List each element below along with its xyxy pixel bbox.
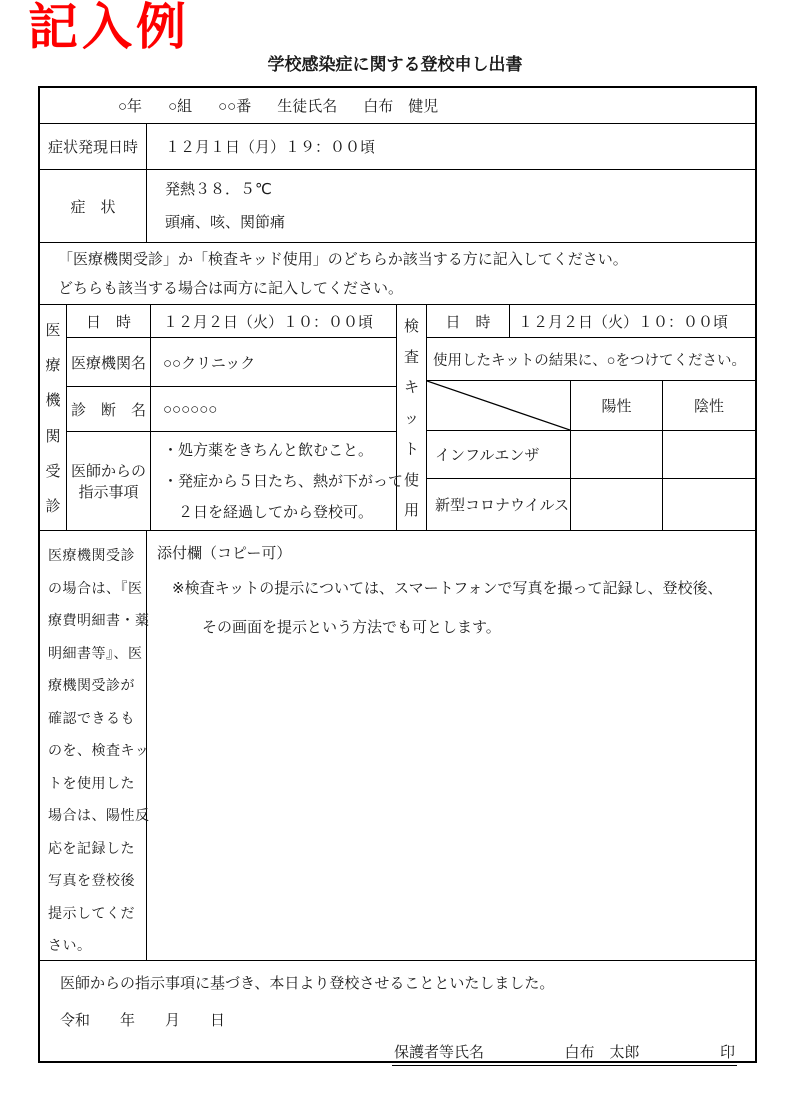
attachment-area xyxy=(147,531,755,960)
kit-result-row-covid xyxy=(427,479,755,530)
kit-instruction-text: 使用したキットの結果に、○をつけてください。 xyxy=(433,352,746,369)
vertical-char: 療 xyxy=(45,357,61,375)
kit-instruction-row xyxy=(427,338,755,381)
symptoms-value xyxy=(147,170,755,242)
kit-column-positive: 陽性 xyxy=(571,381,663,430)
student-name-value: 白布 健児 xyxy=(363,98,439,115)
symptoms-label: 症 状 xyxy=(40,170,147,242)
kit-result-cell-influenza-positive xyxy=(571,431,663,478)
side-note-line: 療費明細書・薬 xyxy=(48,612,150,628)
side-note-line: 写真を登校後 xyxy=(48,872,135,888)
medical-datetime-text: １２月２日（火）１０：００頃 xyxy=(163,313,374,331)
doctor-instructions-label-line: 医師からの xyxy=(70,463,146,480)
medical-facility-value xyxy=(151,338,396,386)
doctor-instructions-label-line: 指示事項 xyxy=(78,484,139,501)
notice-line: どちらも該当する場合は両方に記入してください。 xyxy=(58,279,404,297)
side-note-line: 応を記録した xyxy=(48,839,135,856)
side-note-line: 医療機関受診 xyxy=(48,547,135,563)
symptom-line: 発熱３８．５℃ xyxy=(165,181,272,198)
student-row xyxy=(40,88,755,124)
medical-facility-row xyxy=(67,338,396,387)
side-note-line: 提示してくだ xyxy=(48,904,135,921)
side-note-line: 確認できるも xyxy=(48,709,135,726)
student-line xyxy=(40,95,438,116)
test-kit-vertical-label xyxy=(397,305,427,530)
medical-diagnosis-text: ○○○○○○ xyxy=(163,400,218,418)
medical-diagnosis-row xyxy=(67,387,396,432)
vertical-char: 検 xyxy=(403,317,419,335)
medical-datetime-row xyxy=(67,305,396,338)
attachment-section xyxy=(40,531,755,961)
side-note-line: さい。 xyxy=(48,937,92,953)
kit-datetime-text: １２月２日（火）１０：００頃 xyxy=(518,313,729,331)
doctor-instruction-line: ２日を経過してから登校可。 xyxy=(163,503,374,521)
document-title: 学校感染症に関する登校申し出書 xyxy=(267,55,523,74)
vertical-char: 受 xyxy=(45,462,61,480)
student-year-field: ○年 xyxy=(118,98,143,115)
kit-table-corner-cell xyxy=(427,381,571,430)
kit-row-label-influenza: インフルエンザ xyxy=(427,431,571,478)
guardian-signature-underline xyxy=(392,1041,737,1066)
symptom-onset-label: 症状発現日時 xyxy=(40,124,147,169)
vertical-char: 査 xyxy=(403,348,419,366)
notice-line: 「医療機関受診」か「検査キッド使用」のどちらか該当する方に記入してください。 xyxy=(58,250,628,268)
kit-result-row-influenza xyxy=(427,431,755,479)
side-note-line: 療機関受診が xyxy=(48,677,135,693)
symptom-onset-datetime: １２月１日（月）１９：００頃 xyxy=(165,139,376,156)
doctor-instructions-label xyxy=(67,432,151,530)
attachment-note-line: その画面を提示という方法でも可とします。 xyxy=(157,619,501,636)
kit-result-cell-influenza-negative xyxy=(663,431,755,478)
vertical-char: キ xyxy=(403,379,419,397)
attachment-title: 添付欄（コピー可） xyxy=(157,545,292,562)
doctor-instructions-value xyxy=(151,432,403,530)
attendance-form-table xyxy=(38,86,757,1063)
student-name-label: 生徒氏名 xyxy=(277,98,338,115)
declaration-statement: 医師からの指示事項に基づき、本日より登校させることといたしました。 xyxy=(60,975,555,992)
kit-result-cell-covid-positive xyxy=(571,479,663,530)
kit-row-label-covid: 新型コロナウイルス xyxy=(427,479,571,530)
symptom-onset-row xyxy=(40,124,755,170)
diagonal-line xyxy=(427,381,570,430)
side-note-line: 明細書等』、医 xyxy=(48,644,143,661)
side-note-line: の場合は、『医 xyxy=(48,579,143,596)
symptom-onset-value xyxy=(147,124,755,169)
vertical-char: 機 xyxy=(45,392,61,410)
guardian-name-label: 保護者等氏名 xyxy=(394,1044,485,1061)
medical-visit-grid xyxy=(67,305,404,530)
medical-facility-text: ○○クリニック xyxy=(163,354,256,372)
kit-result-header-row xyxy=(427,381,755,431)
vertical-char: ッ xyxy=(403,410,419,427)
symptom-line: 頭痛、咳、関節痛 xyxy=(165,214,286,231)
kit-column-negative: 陰性 xyxy=(693,398,724,415)
medical-kit-section xyxy=(40,305,755,531)
medical-diagnosis-label: 診 断 名 xyxy=(67,387,151,431)
attachment-side-note xyxy=(40,531,150,960)
declaration-section xyxy=(40,961,755,1061)
guardian-name-value: 白布 太郎 xyxy=(564,1044,640,1061)
guardian-signature-row xyxy=(60,1041,745,1066)
medical-datetime-label: 日 時 xyxy=(67,305,151,337)
side-note-line: 場合は、陽性反 xyxy=(48,807,150,823)
test-kit-grid xyxy=(427,305,755,530)
notice-row xyxy=(40,243,755,305)
vertical-char: 診 xyxy=(45,497,61,515)
vertical-char: 関 xyxy=(45,427,61,445)
doctor-instruction-line: ・発症から５日たち、熱が下がって xyxy=(163,472,404,490)
symptoms-row xyxy=(40,170,755,243)
doctor-instruction-line: ・処方薬をきちんと飲むこと。 xyxy=(163,441,374,459)
side-note-line: トを使用した xyxy=(48,774,135,791)
example-stamp: 記入例 xyxy=(28,0,190,55)
kit-datetime-value xyxy=(510,305,755,337)
doctor-instructions-row xyxy=(67,432,404,530)
kit-datetime-label: 日 時 xyxy=(427,305,510,337)
student-number-field: ○○番 xyxy=(218,98,252,115)
vertical-char: 用 xyxy=(403,502,419,520)
vertical-char: ト xyxy=(403,440,419,458)
medical-visit-vertical-label xyxy=(40,305,67,530)
medical-facility-label: 医療機関名 xyxy=(67,338,151,386)
kit-result-cell-covid-negative xyxy=(663,479,755,530)
attachment-note-line: ※検査キットの提示については、スマートフォンで写真を撮って記録し、登校後、 xyxy=(157,580,723,597)
student-class-field: ○組 xyxy=(168,98,193,115)
side-note-line: のを、検査キッ xyxy=(48,742,150,758)
vertical-char: 医 xyxy=(45,322,61,340)
medical-diagnosis-value xyxy=(151,387,396,431)
vertical-char: 使 xyxy=(403,471,419,489)
declaration-date-line: 令和 年 月 日 xyxy=(60,1012,226,1029)
medical-datetime-value xyxy=(151,305,396,337)
seal-label: 印 xyxy=(719,1044,735,1061)
kit-datetime-row xyxy=(427,305,755,338)
